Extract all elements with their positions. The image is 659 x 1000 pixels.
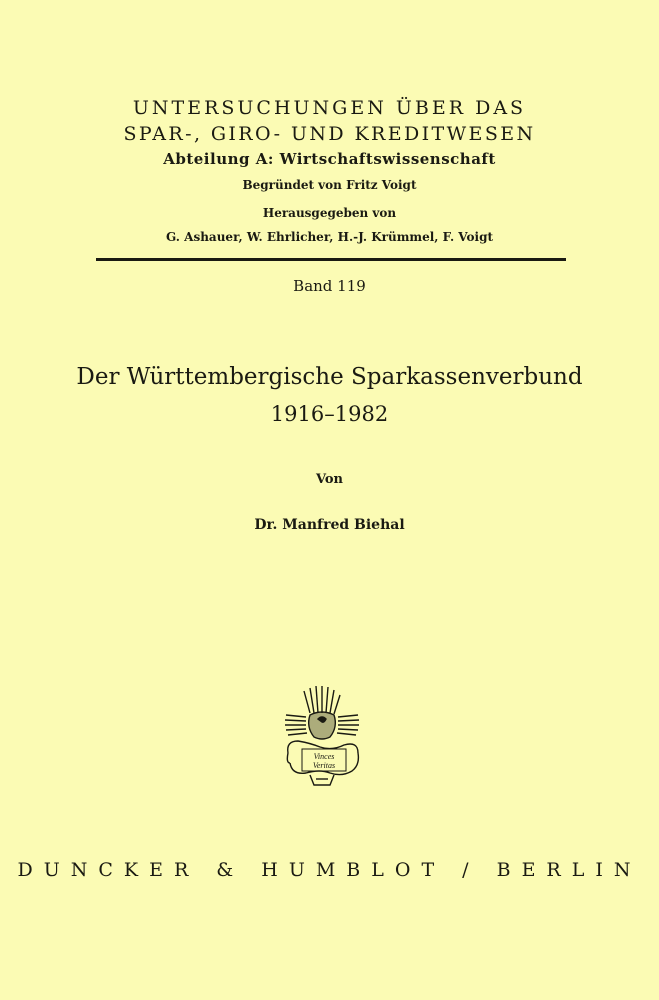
publisher-line: DUNCKER & HUMBLOT / BERLIN [17, 859, 642, 881]
series-title-line1: UNTERSUCHUNGEN ÜBER DAS [132, 97, 527, 119]
series-founder: Begründet von Fritz Voigt [242, 178, 417, 192]
by-label: Von [315, 472, 343, 487]
book-title: Der Württembergische Sparkassenverbund [76, 364, 583, 390]
series-division: Abteilung A: Wirtschaftswissenschaft [163, 150, 496, 168]
editors-label: Herausgegeben von [262, 206, 397, 220]
logo-motto-line1: Vinces [313, 752, 335, 761]
volume-number: Band 119 [293, 277, 366, 295]
divider-rule [96, 258, 566, 261]
publisher-eagle-emblem-icon [280, 683, 364, 788]
author-name: Dr. Manfred Biehal [254, 517, 405, 533]
book-years: 1916–1982 [270, 402, 389, 426]
editors-list: G. Ashauer, W. Ehrlicher, H.-J. Krümmel, F. Voigt [165, 230, 494, 244]
logo-motto-line2: Veritas [312, 761, 336, 770]
series-title-line2: SPAR-, GIRO- UND KREDITWESEN [123, 123, 536, 145]
